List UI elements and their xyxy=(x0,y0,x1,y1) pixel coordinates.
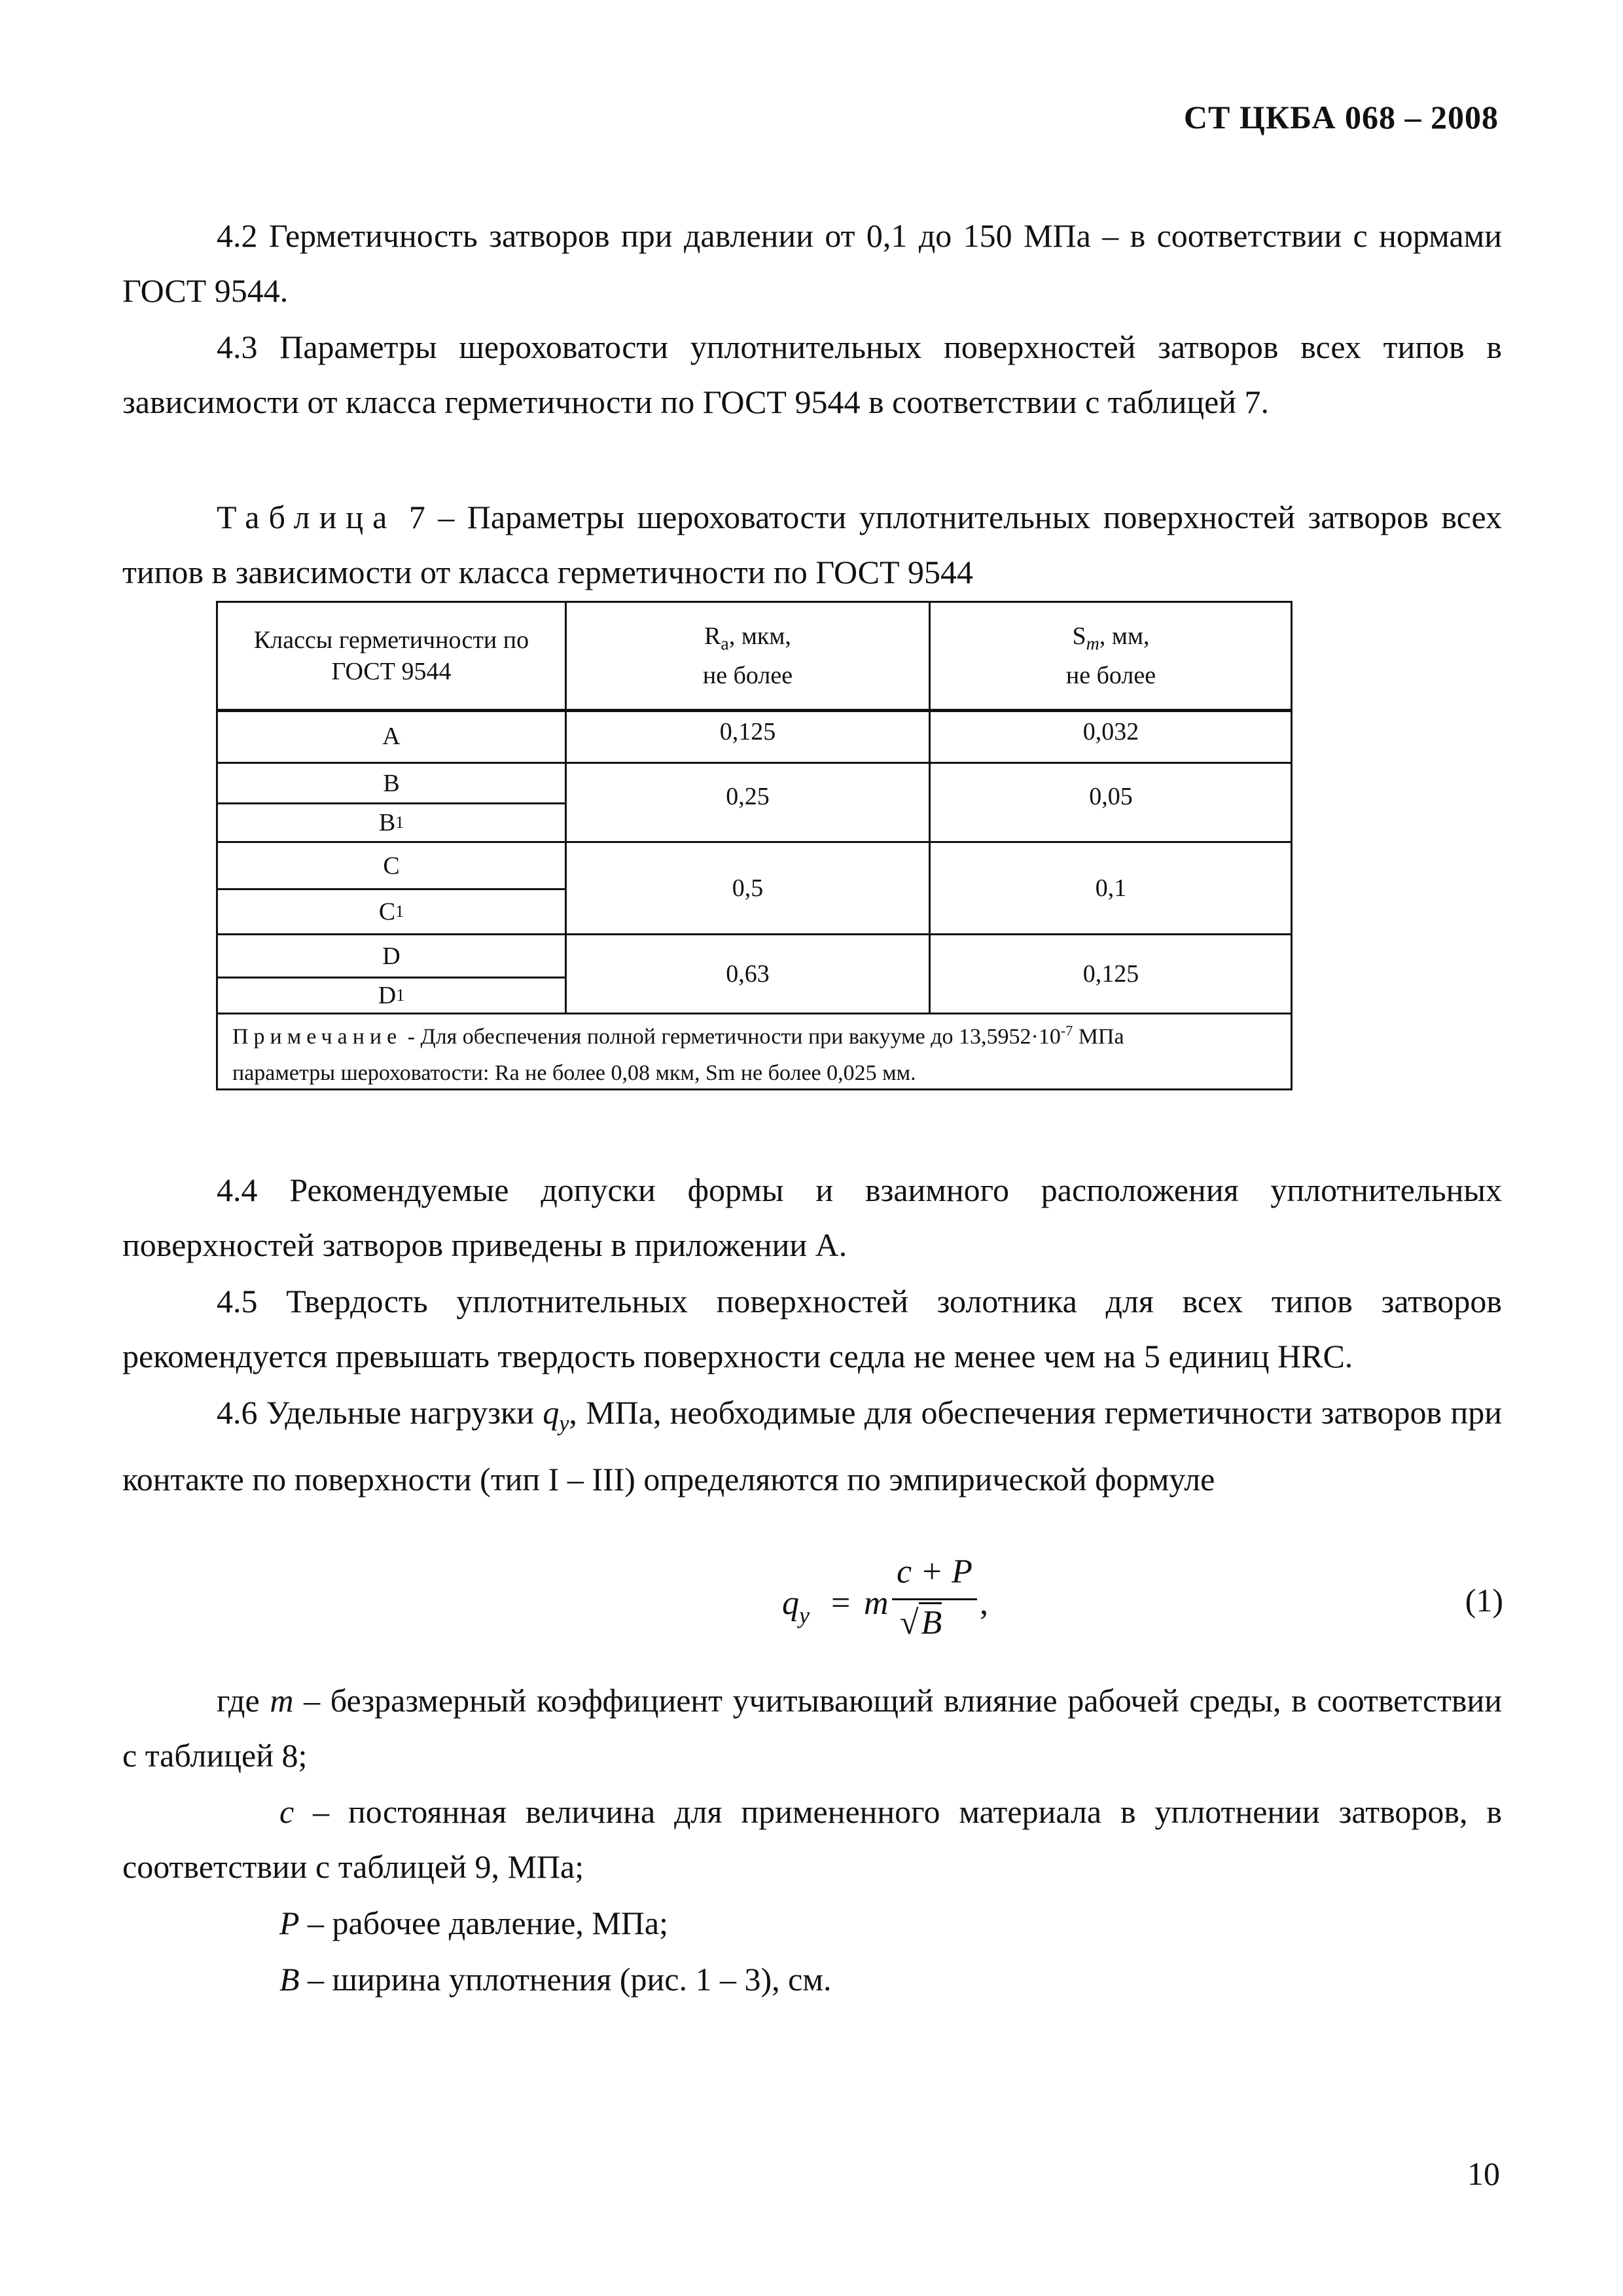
var-p: P xyxy=(279,1905,300,1941)
paragraph-4-2: 4.2 Герметичность затворов при давлении от 0,1 до 150 МПа – в соответствии с нормами ГОСТ 9544. xyxy=(122,217,1502,309)
definition-c: c – постоянная величина для примененного материала в уплотнении затворов, в соответствии с таблицей 9, МПа; xyxy=(122,1793,1502,1885)
class-cell-d: D xyxy=(382,942,401,970)
ra-value-c: 0,5 xyxy=(732,874,764,902)
sm-symbol: S xyxy=(1072,622,1086,650)
header-ra-line2: не более xyxy=(702,662,793,690)
paragraph-4-6: 4.6 Удельные нагрузки $q_y$, МПа, необходимые для обеспечения герметичности затворов при контакте по поверхности (тип I – III) определяются по эмпирической формуле xyxy=(122,1394,1502,1498)
table-note-exponent: -7 xyxy=(1060,1022,1073,1039)
table-note-text: - Для обеспечения полной герметичности при вакууме до 13,5952·10 xyxy=(402,1024,1061,1049)
sm-value-a: 0,032 xyxy=(1082,718,1139,745)
formula-equals: = xyxy=(831,1585,851,1622)
header-sm-line2: не более xyxy=(1065,662,1156,690)
formula-fraction-bar xyxy=(892,1598,977,1600)
header-sm-cell xyxy=(931,603,1291,709)
var-m: m xyxy=(270,1682,294,1719)
var-c: c xyxy=(279,1793,294,1830)
paragraph-4-3: 4.3 Параметры шероховатости уплотнительных поверхностей затворов всех типов в зависимости от класса герметичности по ГОСТ 9544 в соответствии с таблицей 7. xyxy=(122,329,1502,420)
roughness-table xyxy=(216,601,1293,1090)
sm-value-c: 0,1 xyxy=(1095,874,1127,902)
table-note-lead: Примечание xyxy=(232,1024,402,1049)
formula-numerator: c + P xyxy=(897,1553,972,1590)
table-note xyxy=(232,1013,1279,1092)
header-ra-cell xyxy=(567,603,929,709)
ra-unit: , мкм, xyxy=(728,622,791,650)
class-cell-b1: B 1 xyxy=(378,809,404,836)
ra-subscript: a xyxy=(721,634,729,655)
page-number: 10 xyxy=(1467,2155,1500,2192)
table-caption xyxy=(122,490,1502,600)
formula-comma: , xyxy=(980,1585,988,1622)
ra-value-d: 0,63 xyxy=(726,960,770,988)
class-cell-d1: D 1 xyxy=(378,982,405,1009)
ra-value-b: 0,25 xyxy=(726,783,770,810)
header-ra-line1 xyxy=(704,620,791,660)
paragraph-4-5: 4.5 Твердость уплотнительных поверхностей золотника для всех типов затворов рекомендуется превышать твердость поверхности седла не менее чем на 5 единиц HRC. xyxy=(122,1283,1502,1374)
header-class-line2: ГОСТ 9544 xyxy=(331,658,452,685)
equation-number: (1) xyxy=(1465,1582,1503,1619)
class-cell-b: B xyxy=(383,769,400,797)
class-cell-a: A xyxy=(382,723,401,750)
formula-1 xyxy=(782,1553,988,1662)
sqrt-sign: √ xyxy=(900,1604,919,1641)
table-note-line1 xyxy=(232,1013,1279,1055)
header-sm-line1 xyxy=(1073,620,1150,660)
definition-p: P – рабочее давление, МПа; xyxy=(279,1905,668,1941)
sm-unit: , мм, xyxy=(1099,622,1150,650)
table-caption-lead: Таблица xyxy=(217,499,397,535)
ra-value-a: 0,125 xyxy=(719,718,776,745)
sm-value-d: 0,125 xyxy=(1082,960,1139,988)
class-cell-c: C xyxy=(383,852,400,880)
table-note-line2: параметры шероховатости: Ra не более 0,08 мкм, Sm не более 0,025 мм. xyxy=(232,1061,916,1086)
sm-subscript: m xyxy=(1086,634,1099,655)
formula-lhs: $q_y$ xyxy=(782,1585,810,1628)
ra-symbol: R xyxy=(704,622,721,650)
table-note-unit: МПа xyxy=(1073,1024,1124,1049)
document-code-header: СТ ЦКБА 068 – 2008 xyxy=(1183,99,1499,135)
paragraph-4-4: 4.4 Рекомендуемые допуски формы и взаимного расположения уплотнительных поверхностей затворов приведены в приложении А. xyxy=(122,1172,1502,1263)
class-cell-c1: C 1 xyxy=(378,898,404,925)
definition-m: где m – безразмерный коэффициент учитывающий влияние рабочей среды, в соответствии с таблицей 8; xyxy=(122,1682,1502,1774)
header-class-line1: Классы герметичности по xyxy=(253,626,529,654)
var-b: B xyxy=(279,1961,300,1998)
formula-m: m xyxy=(864,1585,889,1622)
formula-denominator: √B xyxy=(900,1604,942,1642)
header-class-cell xyxy=(218,603,565,709)
sm-value-b: 0,05 xyxy=(1089,783,1133,810)
table-caption-text: 7 – Параметры шероховатости уплотнительных поверхностей затворов всех типов в зависимости от класса герметичности по ГОСТ 9544 xyxy=(122,499,1502,590)
var-q-subscript: y xyxy=(559,1412,569,1436)
var-q: q xyxy=(543,1394,560,1431)
definition-b: B – ширина уплотнения (рис. 1 – 3), см. xyxy=(279,1961,832,1998)
